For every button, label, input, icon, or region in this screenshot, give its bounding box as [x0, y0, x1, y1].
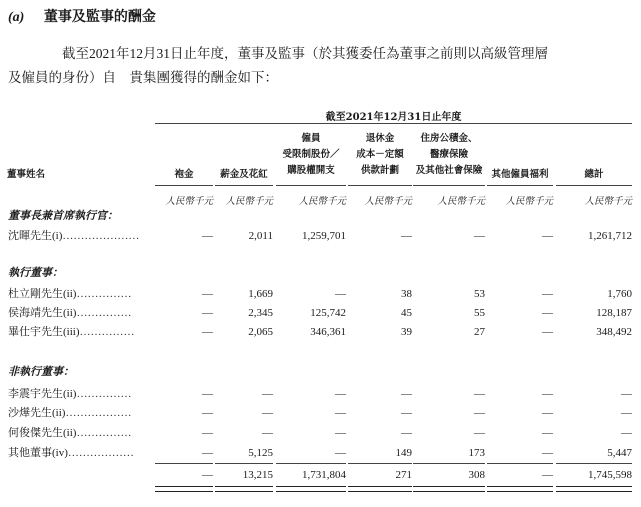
cell-other: — [542, 230, 553, 242]
row-name-text: 侯海靖先生(ii) [8, 307, 77, 319]
cell-other: — [542, 326, 553, 338]
col-header-other: 其他僱員福利 [491, 169, 549, 180]
row-name [8, 404, 131, 422]
unit-share: 人民幣千元 [298, 196, 346, 207]
cell-total: 1,261,712 [588, 230, 632, 242]
row-leader-dots: ……………… [65, 407, 132, 419]
period-rule [155, 123, 632, 124]
cell-pension: — [401, 427, 412, 439]
rule-housing [413, 185, 485, 186]
period-header: 截至2021年12月31日止年度 [325, 112, 462, 123]
cell-salary: 2,065 [248, 326, 273, 338]
cell-fees: — [202, 288, 213, 300]
row-name-text: 杜立剛先生(ii) [8, 288, 77, 300]
total-salary: 13,215 [242, 469, 273, 481]
cell-share: — [335, 388, 346, 400]
col-header-share-l2: 受限制股份／ [282, 149, 340, 160]
rule-salary [215, 185, 273, 186]
cell-housing: 173 [468, 447, 485, 459]
rule-other [487, 185, 553, 186]
col-header-share [276, 131, 346, 179]
rule-pension [348, 185, 412, 186]
cell-total: — [621, 388, 632, 400]
section-executive: 執行董事： [8, 266, 63, 279]
cell-fees: — [202, 427, 213, 439]
intro-line-2: 及僱員的身份）自 貴集團獲得的酬金如下： [8, 70, 278, 85]
cell-salary: — [262, 407, 273, 419]
col-header-housing [413, 131, 485, 179]
cell-housing: — [474, 407, 485, 419]
cell-other: — [542, 447, 553, 459]
subtotal-rule-total [556, 463, 632, 464]
cell-other: — [542, 307, 553, 319]
row-name-text: 沈暉先生(i) [8, 230, 63, 242]
table-row [0, 304, 641, 322]
cell-pension: 149 [395, 447, 412, 459]
cell-fees: — [202, 230, 213, 242]
double-rule-salary [215, 486, 273, 492]
intro-line-1: 截至2021年12月31日止年度，董事及監事（於其獲委任為董事之前則以高級管理層 [62, 46, 548, 61]
unit-other: 人民幣千元 [505, 196, 553, 207]
cell-fees: — [202, 326, 213, 338]
unit-housing: 人民幣千元 [437, 196, 485, 207]
col-header-salary: 薪金及花紅 [220, 169, 268, 180]
cell-pension: — [401, 407, 412, 419]
cell-housing: 53 [474, 288, 485, 300]
rule-share [276, 185, 346, 186]
subtotal-rule-pension [348, 463, 412, 464]
total-fees: — [202, 469, 213, 481]
subtotal-rule-housing [413, 463, 485, 464]
cell-other: — [542, 407, 553, 419]
col-header-housing-l3: 及其他社會保險 [415, 165, 483, 176]
cell-share: — [335, 407, 346, 419]
cell-pension: — [401, 230, 412, 242]
row-leader-dots: …………… [76, 427, 132, 439]
table-row [0, 444, 641, 462]
total-grand: 1,745,598 [588, 469, 632, 481]
table-row [0, 227, 641, 245]
cell-pension: 45 [401, 307, 412, 319]
table-row [0, 404, 641, 422]
col-header-share-l1: 僱員 [301, 133, 321, 144]
cell-housing: — [474, 388, 485, 400]
cell-fees: — [202, 407, 213, 419]
row-name [8, 323, 135, 341]
col-header-name: 董事姓名 [7, 169, 46, 180]
cell-pension: — [401, 388, 412, 400]
col-header-total: 總計 [584, 169, 604, 180]
table-row [0, 323, 641, 341]
cell-share: — [335, 427, 346, 439]
total-share: 1,731,804 [302, 469, 346, 481]
intro-paragraph [8, 42, 633, 90]
cell-housing: 27 [474, 326, 485, 338]
cell-total: 348,492 [596, 326, 632, 338]
subtotal-rule-salary [215, 463, 273, 464]
row-leader-dots: …………… [76, 307, 132, 319]
cell-fees: — [202, 447, 213, 459]
col-header-share-l3: 購股權開支 [287, 165, 335, 176]
cell-share: 1,259,701 [302, 230, 346, 242]
cell-share: — [335, 447, 346, 459]
row-leader-dots: ……………… [67, 447, 134, 459]
cell-salary: 2,345 [248, 307, 273, 319]
cell-salary: — [262, 388, 273, 400]
cell-total: 128,187 [596, 307, 632, 319]
cell-other: — [542, 427, 553, 439]
col-header-pension-l1: 退休金 [365, 133, 395, 144]
row-name [8, 227, 139, 245]
unit-pension: 人民幣千元 [364, 196, 412, 207]
row-leader-dots: …………… [76, 288, 132, 300]
cell-share: — [335, 288, 346, 300]
section-chair: 董事長兼首席執行官： [8, 209, 118, 222]
cell-salary: — [262, 427, 273, 439]
row-name [8, 285, 131, 303]
row-name-text: 何俊傑先生(ii) [8, 427, 77, 439]
double-rule-total [556, 486, 632, 492]
double-rule-share [276, 486, 346, 492]
cell-total: — [621, 407, 632, 419]
total-housing: 308 [468, 469, 485, 481]
double-rule-pension [348, 486, 412, 492]
cell-other: — [542, 388, 553, 400]
col-header-pension [348, 131, 412, 179]
unit-salary: 人民幣千元 [225, 196, 273, 207]
col-header-housing-l1: 住房公積金、 [420, 133, 478, 144]
unit-total: 人民幣千元 [584, 196, 632, 207]
cell-salary: 1,669 [248, 288, 273, 300]
table-row [0, 385, 641, 403]
total-other: — [542, 469, 553, 481]
cell-housing: 55 [474, 307, 485, 319]
cell-pension: 38 [401, 288, 412, 300]
col-header-fees: 袍金 [174, 169, 194, 180]
table-row [0, 424, 641, 442]
section-heading [8, 6, 156, 26]
col-header-pension-l3: 供款計劃 [360, 165, 399, 176]
cell-salary: 2,011 [248, 230, 273, 242]
row-name-text: 其他董事(iv) [8, 447, 68, 459]
rule-fees [155, 185, 213, 186]
total-row [0, 466, 641, 484]
unit-fees: 人民幣千元 [165, 196, 213, 207]
table-row [0, 285, 641, 303]
subtotal-rule-other [487, 463, 553, 464]
cell-housing: — [474, 230, 485, 242]
col-header-housing-l2: 醫療保險 [429, 149, 468, 160]
row-name-text: 畢仕宇先生(iii) [8, 326, 80, 338]
row-name [8, 385, 131, 403]
section-non-executive: 非執行董事： [8, 365, 74, 378]
cell-total: 5,447 [607, 447, 632, 459]
double-rule-fees [155, 486, 213, 492]
double-rule-other [487, 486, 553, 492]
row-name [8, 424, 131, 442]
row-leader-dots: …………… [76, 388, 132, 400]
cell-total: — [621, 427, 632, 439]
rule-total [556, 185, 632, 186]
cell-other: — [542, 288, 553, 300]
section-title: 董事及監事的酬金 [43, 10, 156, 25]
subtotal-rule-fees [155, 463, 213, 464]
cell-share: 346,361 [310, 326, 346, 338]
cell-fees: — [202, 388, 213, 400]
cell-share: 125,742 [310, 307, 346, 319]
subtotal-rule-share [276, 463, 346, 464]
col-header-pension-l2: 成本－定額 [356, 149, 404, 160]
row-name [8, 304, 131, 322]
row-leader-dots: …………… [79, 326, 135, 338]
cell-housing: — [474, 427, 485, 439]
row-name-text: 沙燁先生(ii) [8, 407, 66, 419]
cell-fees: — [202, 307, 213, 319]
cell-total: 1,760 [607, 288, 632, 300]
row-name-text: 李震宇先生(ii) [8, 388, 77, 400]
total-pension: 271 [395, 469, 412, 481]
row-name [8, 444, 134, 462]
cell-pension: 39 [401, 326, 412, 338]
section-number: (a) [8, 10, 25, 25]
double-rule-housing [413, 486, 485, 492]
row-leader-dots: ………………… [62, 230, 140, 242]
cell-salary: 5,125 [248, 447, 273, 459]
